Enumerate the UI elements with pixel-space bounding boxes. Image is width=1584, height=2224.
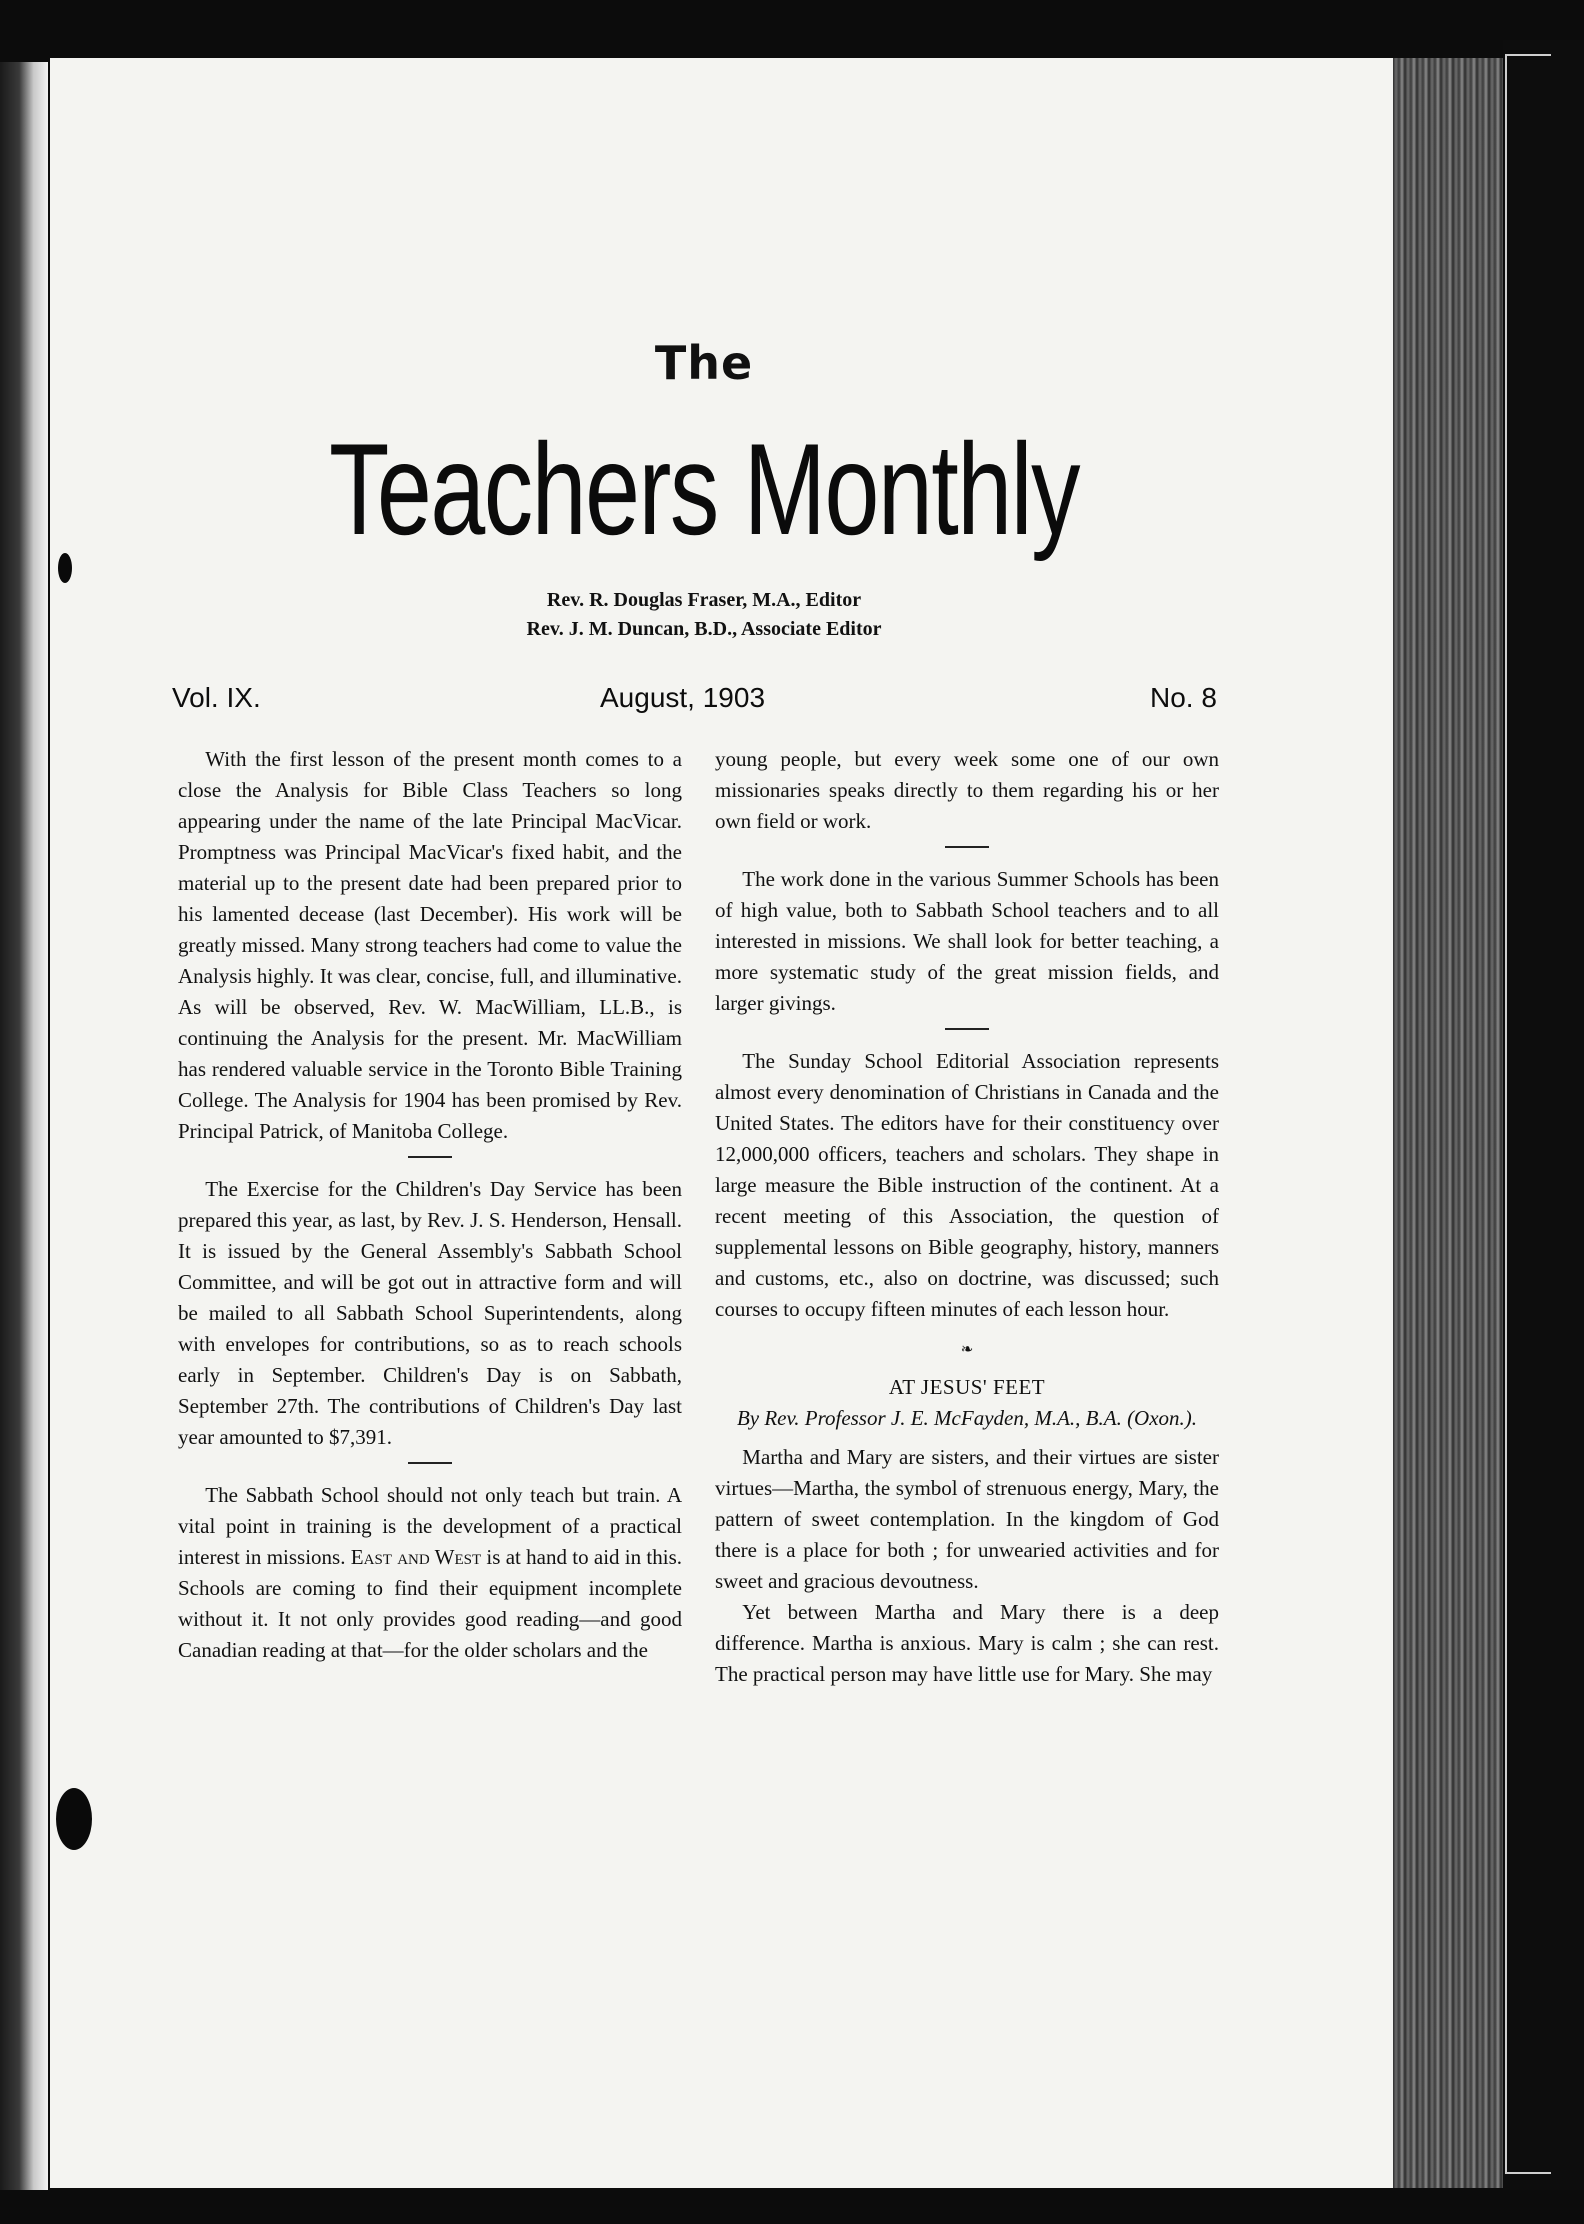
left-column: [178, 744, 682, 1666]
masthead-title: Teachers Monthly: [329, 416, 1079, 562]
article-title: AT JESUS' FEET: [888, 1375, 1046, 1399]
paragraph-childrens-day: The Exercise for the Children's Day Service has been prepared this year, as last, by Rev. J. S. Henderson, Hensall. It is issued by the General Assembly's Sabbath School Committee, and will be got out in attractive form and will be mailed to all Sabbath School Superintendents, along with envelopes for contributions, so as to reach schools early in September. Children's Day is on Sabbath, September 27th. The contributions of Children's Day last year amounted to $7,391.: [178, 1177, 682, 1449]
masthead-article: The: [654, 336, 754, 390]
binding-hole-lower: [56, 1788, 92, 1850]
article-byline: By Rev. Professor J. E. McFayden, M.A., B.A. (Oxon.).: [736, 1406, 1198, 1430]
issue-number: No. 8: [1150, 682, 1217, 713]
book-page-edges: [1393, 58, 1503, 2188]
editor-line: Rev. R. Douglas Fraser, M.A., Editor: [546, 589, 862, 611]
missions-text-end: is at hand to aid in this. Schools are coming to find their equipment incomplete without it. It not only provides good reading—and good Canadian reading at that—for the older scholars and the: [178, 1545, 683, 1662]
volume-label: Vol. IX.: [172, 682, 261, 713]
paragraph-summer-schools: The work done in the various Summer Schools has been of high value, both to Sabbath School teachers and to all interested in missions. We shall look for better teaching, a more systematic study of the great mission fields, and larger givings.: [715, 867, 1219, 1015]
east-and-west-title: East and West: [350, 1545, 482, 1569]
scan-border-top: [0, 0, 1584, 62]
paragraph-martha-mary: Martha and Mary are sisters, and their virtues are sister virtues—Martha, the symbol of strenuous energy, Mary, the pattern of sweet contemplation. In the kingdom of God there is a place for both ; for unwearied activities and for sweet and gracious devoutness.: [715, 1445, 1219, 1593]
section-divider: [945, 1028, 989, 1030]
scan-border-bottom: [0, 2190, 1584, 2224]
binding-hole-upper: [58, 553, 72, 583]
paragraph-missions: [178, 1480, 682, 1666]
fleuron-ornament: ❧: [960, 1342, 974, 1358]
paragraph-difference: Yet between Martha and Mary there is a deep difference. Martha is anxious. Mary is calm ; she can rest. The practical person may have little use for Mary. She may: [715, 1600, 1219, 1686]
section-divider: [408, 1156, 452, 1158]
paragraph-analysis: With the first lesson of the present month comes to a close the Analysis for Bible Class Teachers so long appearing under the name of the late Principal MacVicar. Promptness was Principal MacVicar's fixed habit, and the material up to the present date had been prepared prior to his lamented decease (last December). His work will be greatly missed. Many strong teachers had come to value the Analysis highly. It was clear, concise, full, and illuminative. As will be observed, Rev. W. MacWilliam, LL.B., is continuing the Analysis for the present. Mr. MacWilliam has rendered valuable service in the Toronto Bible Training College. The Analysis for 1904 has been promised by Rev. Principal Patrick, of Manitoba College.: [178, 747, 682, 1143]
paragraph-missions-continued: young people, but every week some one of our own missionaries speaks directly to them regarding his or her own field or work.: [715, 747, 1219, 833]
editors-block: [0, 586, 1408, 644]
section-divider: [945, 846, 989, 848]
paragraph-editorial-association: The Sunday School Editorial Association represents almost every denomination of Christians in Canada and the United States. The editors have for their constituency over 12,000,000 officers, teachers and scholars. They shape in large measure the Bible instruction of the continent. At a recent meeting of this Association, the question of supplemental lessons on Bible geography, history, manners and customs, etc., also on doctrine, was discussed; such courses to occupy fifteen minutes of each lesson hour.: [715, 1049, 1219, 1321]
section-divider: [408, 1462, 452, 1464]
associate-editor-line: Rev. J. M. Duncan, B.D., Associate Editor: [526, 618, 882, 640]
binding-outline: [1505, 54, 1551, 2174]
missions-text-start: The Sabbath School should not only teach but train. A vital point in training is the development of a practical interest in missions.: [178, 1483, 682, 1569]
right-column: [715, 744, 1219, 1690]
issue-date: August, 1903: [600, 682, 766, 713]
